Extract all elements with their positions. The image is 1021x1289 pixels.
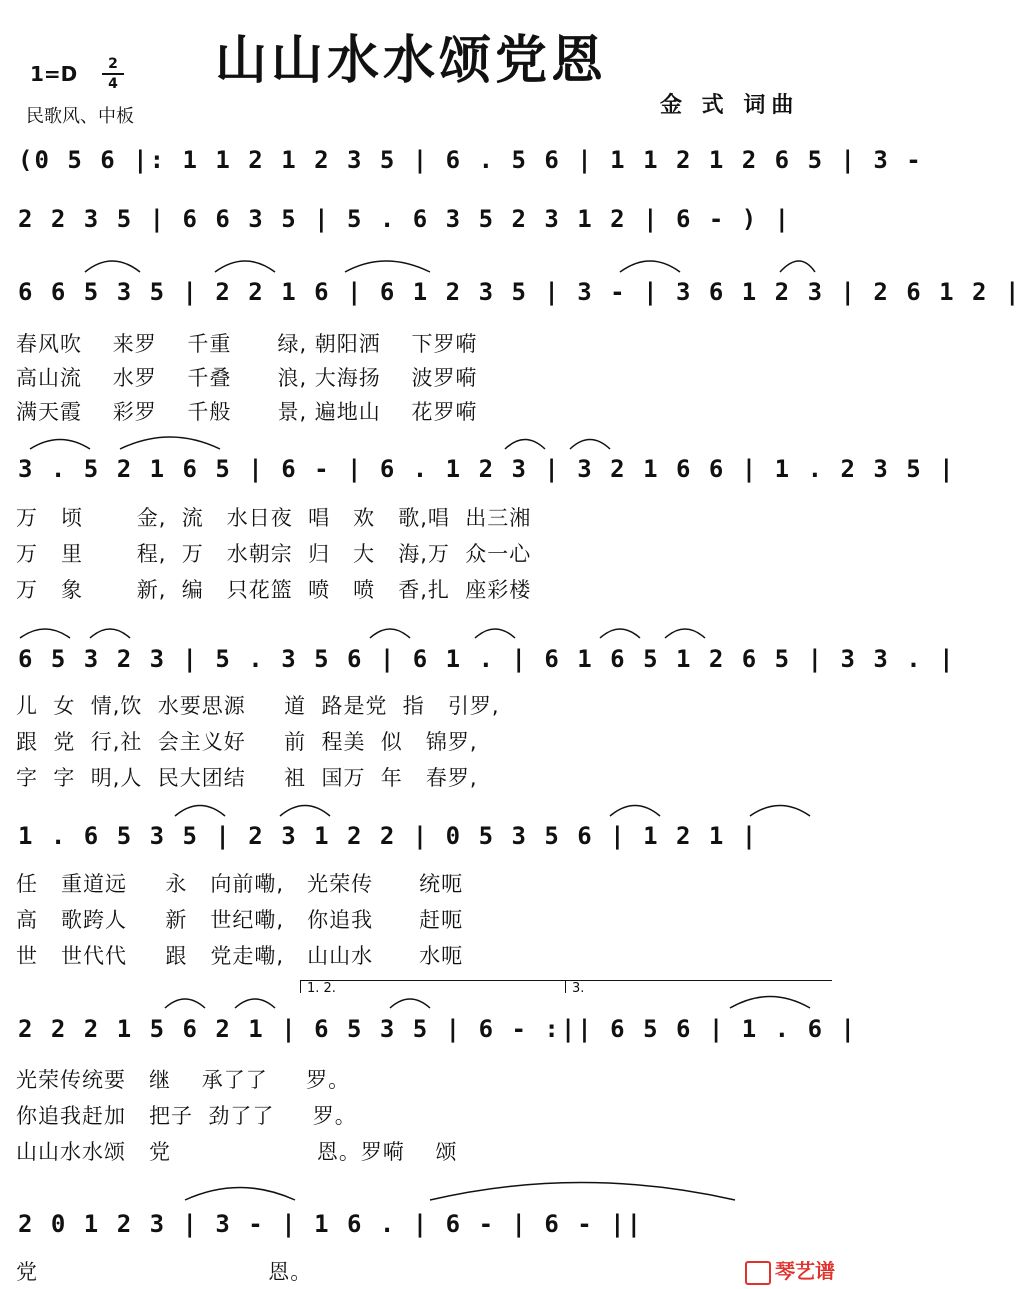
slur-arc (235, 999, 275, 1008)
slur-arc (90, 629, 130, 638)
time-sig-top: 2 (108, 56, 118, 72)
slur-arc (570, 440, 610, 450)
lyric-line: 党 恩。 (16, 1260, 313, 1284)
score-row-4: 3 . 5 2 1 6 5 | 6 - | 6 . 1 2 3 | 3 2 1 6 6 | 1 . 2 3 5 | (18, 455, 956, 483)
song-title: 山山水水颂党恩 (215, 31, 608, 91)
key-signature: 1=D (30, 62, 78, 86)
slur-arc (730, 997, 810, 1009)
score-row-3: 6 6 5 3 5 | 2 2 1 6 | 6 1 2 3 5 | 3 - | 3 6 1 2 3 | 2 6 1 2 | (18, 278, 1021, 306)
slur-arc (620, 261, 680, 272)
volta-first-ending: 1. 2. (300, 980, 565, 993)
lyric-line: 满天霞 彩罗 千般 景, 遍地山 花罗嗬 (16, 400, 478, 424)
slur-arc (120, 437, 220, 449)
watermark-logo (745, 1255, 835, 1285)
time-sig-bottom: 4 (108, 76, 118, 92)
slur-arc (85, 261, 140, 272)
score-row-5: 6 5 3 2 3 | 5 . 3 5 6 | 6 1 . | 6 1 6 5 1 2 6 5 | 3 3 . | (18, 645, 956, 673)
lyric-line: 山山水水颂 党 恩。罗嗬 颂 (16, 1140, 458, 1164)
slur-arc (345, 261, 430, 272)
slur-arc (750, 806, 810, 817)
lyric-line: 跟 党 行,社 会主义好 前 程美 似 锦罗, (16, 730, 478, 754)
slur-arc (780, 261, 815, 272)
slur-arc (30, 440, 90, 450)
lyric-line: 万 里 程, 万 水朝宗 归 大 海,万 众一心 (16, 542, 532, 566)
watermark-text: 琴艺谱 (775, 1259, 835, 1283)
lyric-line: 光荣传统要 继 承了了 罗。 (16, 1068, 351, 1092)
lyric-line: 万 顷 金, 流 水日夜 唱 欢 歌,唱 出三湘 (16, 506, 532, 530)
slur-arc (215, 261, 275, 272)
tempo-marking: 民歌风、中板 (26, 106, 134, 127)
slur-arc (430, 1183, 735, 1201)
slur-arc (280, 806, 330, 817)
lyric-line: 任 重道远 永 向前嘞, 光荣传 统呃 (16, 872, 464, 896)
slur-arc (20, 629, 70, 638)
lyric-line: 儿 女 情,饮 水要思源 道 路是党 指 引罗, (16, 694, 500, 718)
slur-arc (665, 629, 705, 638)
score-row-8: 2 0 1 2 3 | 3 - | 1 6 . | 6 - | 6 - || (18, 1210, 644, 1238)
author-credit: 金 式 词曲 (660, 93, 800, 118)
slur-arc (505, 440, 545, 450)
score-row-6: 1 . 6 5 3 5 | 2 3 1 2 2 | 0 5 3 5 6 | 1 2 1 | (18, 822, 759, 850)
slur-arc (600, 629, 640, 638)
lyric-line: 高 歌跨人 新 世纪嘞, 你追我 赶呃 (16, 908, 464, 932)
score-row-7: 2 2 2 1 5 6 2 1 | 6 5 3 5 | 6 - :|| 6 5 6 | 1 . 6 | (18, 1015, 857, 1043)
slur-arc (185, 1188, 295, 1201)
slur-arc (475, 629, 515, 638)
lyric-line: 字 字 明,人 民大团结 祖 国万 年 春罗, (16, 766, 478, 790)
slur-arc (370, 629, 410, 638)
slur-arc (165, 999, 205, 1008)
slur-arc (175, 806, 225, 817)
slur-arc (390, 999, 430, 1008)
lyric-line: 高山流 水罗 千叠 浪, 大海扬 波罗嗬 (16, 366, 478, 390)
lyric-line: 万 象 新, 编 只花篮 喷 喷 香,扎 座彩楼 (16, 578, 532, 602)
lyric-line: 世 世代代 跟 党走嘞, 山山水 水呃 (16, 944, 464, 968)
slur-arc (610, 806, 660, 817)
score-row-1: (0 5 6 |: 1 1 2 1 2 3 5 | 6 . 5 6 | 1 1 2 1 2 6 5 | 3 - (18, 146, 923, 174)
lyric-line: 你追我赶加 把子 劲了了 罗。 (16, 1104, 357, 1128)
music-logo-icon (745, 1261, 771, 1285)
volta-third-ending: 3. (565, 980, 832, 993)
score-row-2: 2 2 3 5 | 6 6 3 5 | 5 . 6 3 5 2 3 1 2 | 6 - ) | (18, 205, 792, 233)
lyric-line: 春风吹 来罗 千重 绿, 朝阳洒 下罗嗬 (16, 332, 478, 356)
